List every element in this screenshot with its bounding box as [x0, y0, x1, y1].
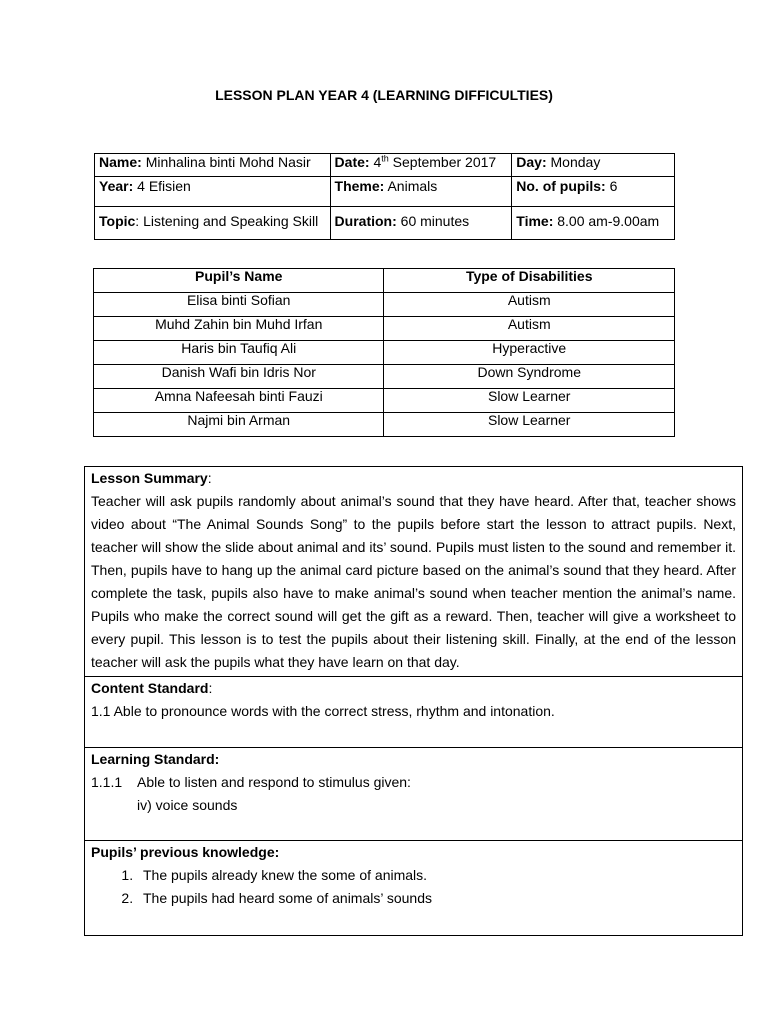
theme-value: Animals	[387, 178, 438, 194]
day-cell	[512, 154, 675, 177]
name-label: Name:	[99, 154, 142, 170]
table-row	[94, 389, 675, 413]
duration-cell	[330, 207, 512, 240]
pupils-count-label: No. of pupils:	[516, 178, 606, 194]
pupil-name: Najmi bin Arman	[94, 413, 384, 437]
name-value: Minhalina binti Mohd Nasir	[145, 154, 311, 170]
date-rest: September 2017	[392, 154, 497, 170]
lesson-details-table	[84, 466, 743, 936]
pupil-name: Amna Nafeesah binti Fauzi	[94, 389, 384, 413]
day-value: Monday	[550, 154, 601, 170]
year-value: 4 Efisien	[137, 178, 191, 194]
pupil-name: Haris bin Taufiq Ali	[94, 341, 384, 365]
content-standard-text: 1.1 Able to pronounce words with the correct stress, rhythm and intonation.	[91, 703, 555, 719]
table-row	[94, 293, 675, 317]
date-suffix: th	[381, 153, 389, 164]
pupils-count-value: 6	[609, 178, 618, 194]
duration-label: Duration:	[334, 213, 397, 229]
table-row	[94, 341, 675, 365]
lesson-summary-colon: :	[207, 470, 212, 486]
pupil-disability: Slow Learner	[384, 389, 675, 413]
learning-standard-text: Able to listen and respond to stimulus given:	[137, 774, 411, 790]
pupils-count-cell	[512, 177, 675, 207]
day-label: Day:	[516, 154, 547, 170]
content-standard-section	[85, 677, 743, 748]
lesson-summary-title: Lesson Summary	[91, 470, 208, 486]
pupils-table-header	[94, 269, 675, 293]
pupil-name-header: Pupil’s Name	[94, 269, 384, 293]
learning-standard-title: Learning Standard:	[91, 751, 220, 767]
pupil-name: Danish Wafi bin Idris Nor	[94, 365, 384, 389]
theme-cell	[330, 177, 512, 207]
lesson-info-table	[94, 153, 675, 240]
time-label: Time:	[516, 213, 554, 229]
previous-knowledge-title: Pupils’ previous knowledge:	[91, 844, 280, 860]
list-item: 1. The pupils already knew the some of animals.	[137, 864, 736, 887]
table-row	[94, 413, 675, 437]
learning-standard-section	[85, 748, 743, 841]
pupil-disability: Slow Learner	[384, 413, 675, 437]
theme-label: Theme:	[334, 178, 385, 194]
list-item: 2. The pupils had heard some of animals’ sounds	[137, 887, 736, 910]
name-cell	[95, 154, 331, 177]
table-row	[94, 317, 675, 341]
previous-knowledge-list	[91, 864, 736, 910]
page-title: LESSON PLAN YEAR 4 (LEARNING DIFFICULTIES)	[215, 87, 553, 103]
date-day: 4	[373, 154, 382, 170]
time-cell	[512, 207, 675, 240]
learning-standard-number: 1.1.1	[91, 774, 123, 790]
pupil-name: Elisa binti Sofian	[94, 293, 384, 317]
pupil-disability: Hyperactive	[384, 341, 675, 365]
pupil-disability: Autism	[384, 317, 675, 341]
pupils-table	[93, 268, 675, 437]
content-standard-colon: :	[208, 680, 213, 696]
disability-header: Type of Disabilities	[384, 269, 675, 293]
previous-knowledge-section	[85, 841, 743, 936]
pupil-disability: Down Syndrome	[384, 365, 675, 389]
time-value: 8.00 am-9.00am	[557, 213, 660, 229]
learning-standard-subitem: iv) voice sounds	[137, 797, 238, 813]
content-standard-title: Content Standard	[91, 680, 209, 696]
year-cell	[95, 177, 331, 207]
lesson-summary-section	[85, 467, 743, 677]
pupil-disability: Autism	[384, 293, 675, 317]
year-label: Year:	[99, 178, 134, 194]
topic-value: : Listening and Speaking Skill	[135, 213, 319, 229]
date-cell	[330, 154, 512, 177]
topic-cell	[95, 207, 331, 240]
table-row	[94, 365, 675, 389]
topic-label: Topic	[99, 213, 136, 229]
duration-value: 60 minutes	[400, 213, 470, 229]
date-label: Date:	[334, 154, 370, 170]
lesson-summary-text: Teacher will ask pupils randomly about animal’s sound that they have heard. After that, teacher shows video about “The Animal Sounds Song” to the pupils before start the lesson to attract pupils. Next, teacher will show the slide about animal and its’ sound. Pupils must listen to the sound and remember it. Then, pupils have to hang up the animal card picture based on the animal’s sound that they heard. After complete the task, pupils also have to make animal’s sound when teacher mention the animal’s name. Pupils who make the correct sound will get the gift as a reward. Then, teacher will give a worksheet to every pupil. This lesson is to test the pupils about their listening skill. Finally, at the end of the lesson teacher will ask the pupils what they have learn on that day.	[91, 493, 736, 670]
pupil-name: Muhd Zahin bin Muhd Irfan	[94, 317, 384, 341]
